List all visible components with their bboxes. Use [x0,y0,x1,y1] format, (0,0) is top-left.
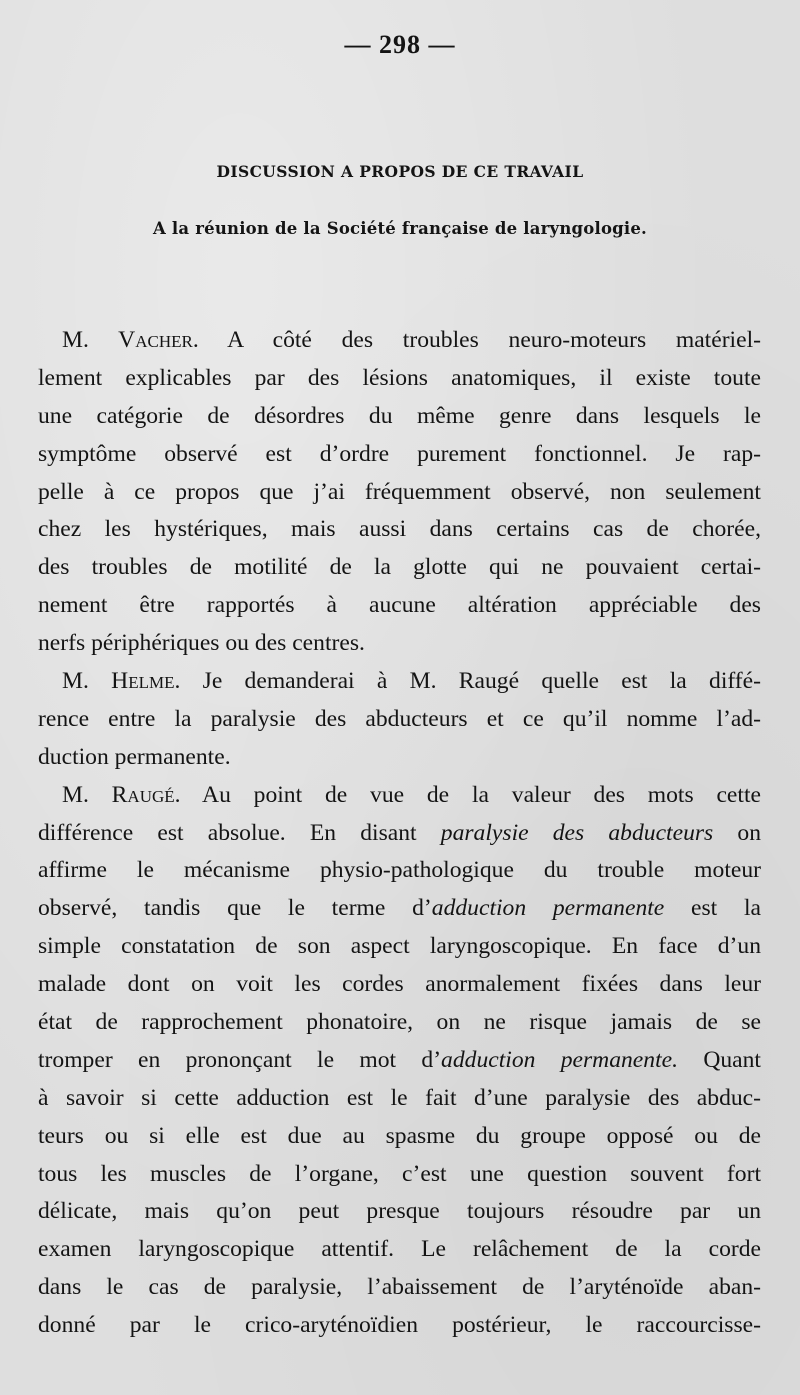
paragraph-1-line-1 [38,322,761,360]
text-run: A côté des troubles neuro-moteurs matériel- [198,327,761,353]
speaker-vacher: M. Vacher. [62,327,199,353]
paragraph-3-line: affirme le mécanisme physio-pathologique du trouble moteur [38,857,761,884]
paragraph-3-line [38,815,761,853]
speaker-rauge: M. Raugé. [62,781,181,808]
italic-term: paralysie des abducteurs [440,819,714,846]
section-heading: DISCUSSION A PROPOS DE CE TRAVAIL [216,162,584,181]
speaker-helme: M. Helme. [62,668,181,695]
section-subheading: A la réunion de la Société française de laryngologie. [152,219,648,238]
paragraph-3-line-1 [38,777,761,815]
paragraph-1-line: pelle à ce propos que j’ai fréquemment observé, non seulement [38,478,761,505]
paragraph-3-line [38,890,761,928]
paragraph-1-line: une catégorie de désordres du même genre dans lesquels le [38,402,761,429]
paragraph-3-line: donné par le crico-aryténoïdien postérieur, le raccourcisse- [38,1312,761,1339]
paragraph-1-line: chez les hystériques, mais aussi dans certains cas de chorée, [38,516,761,543]
paragraph-1-line: des troubles de motilité de la glotte qui ne pouvaient certai- [38,554,761,581]
paragraph-1-line: nement être rapportés à aucune altération appréciable des [38,592,761,619]
paragraph-3-line: examen laryngoscopique attentif. Le relâchement de la corde [38,1236,761,1263]
paragraph-3-line: malade dont on voit les cordes anormalement fixées dans leur [38,971,761,998]
text-run: est la [664,895,761,922]
paragraph-2-line: rence entre la paralysie des abducteurs et ce qu’il nomme l’ad- [38,705,761,732]
text-run: on [713,819,761,846]
paragraph-3-line: délicate, mais qu’on peut presque toujours résoudre par un [38,1198,761,1225]
text-run: Au point de vue de la valeur des mots cette [180,781,761,808]
paragraph-3-line: à savoir si cette adduction est le fait d’une paralysie des abduc- [38,1084,761,1111]
paragraph-1-line: symptôme observé est d’ordre purement fonctionnel. Je rap- [38,440,761,467]
italic-term: adduction permanente [431,895,665,922]
body-text [38,322,761,1345]
paragraph-1-line: nerfs périphériques ou des centres. [38,630,365,657]
text-run: Quant [678,1046,761,1073]
paragraph-3-line: tous les muscles de l’organe, c’est une question souvent fort [38,1160,761,1187]
text-run: tromper en prononçant le mot d’ [38,1046,442,1073]
text-run: différence est absolue. En disant [38,819,441,846]
paragraph-2-line-1 [38,663,761,701]
paragraph-2-line: duction permanente. [38,743,231,770]
page-number: — 298 — [344,30,456,59]
paragraph-3-line: teurs ou si elle est due au spasme du groupe opposé ou de [38,1122,761,1149]
paragraph-3-line [38,1042,761,1080]
paragraph-3-line: simple constatation de son aspect laryngoscopique. En face d’un [38,933,761,960]
paragraph-1-line: lement explicables par des lésions anatomiques, il existe toute [38,364,761,391]
text-run: Je demanderai à M. Raugé quelle est la diffé- [180,668,761,695]
italic-term: adduction permanente. [441,1046,679,1073]
paragraph-3-line: dans le cas de paralysie, l’abaissement de l’aryténoïde aban- [38,1274,761,1301]
text-run: observé, tandis que le terme d’ [38,895,432,922]
paragraph-3-line: état de rapprochement phonatoire, on ne risque jamais de se [38,1009,761,1036]
